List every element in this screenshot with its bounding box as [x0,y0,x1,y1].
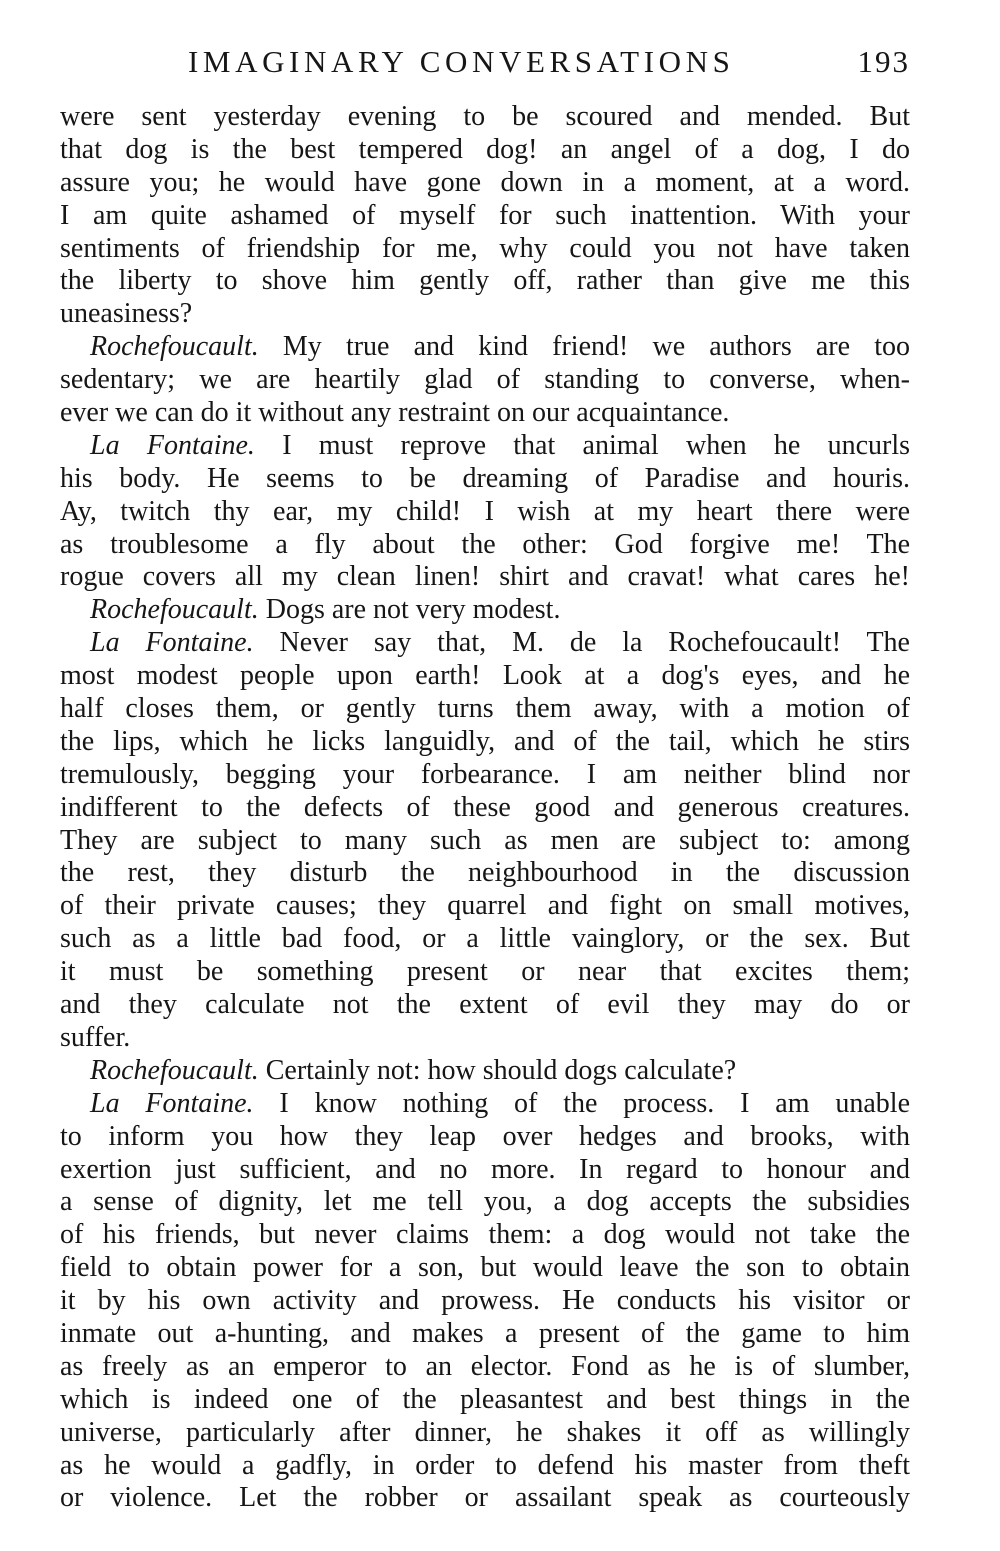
text-line [60,759,910,792]
text-line [60,496,910,529]
line-text: rogue covers all my clean linen! shirt and cravat! what cares he! [60,561,910,593]
text-line [60,857,910,890]
line-text: ever we can do it without any restraint on our acquaintance. [60,397,730,429]
line-text: Never say that, M. de la Rochefoucault! The [253,627,910,659]
text-line [60,825,910,858]
line-text: of their private causes; they quarrel and fight on small motives, [60,890,910,922]
text-line [60,1219,910,1252]
speech-line [60,627,910,660]
line-text: as freely as an emperor to an elector. Fond as he is of slumber, [60,1350,910,1382]
text-line [60,1318,910,1351]
line-text: tremulously, begging your forbearance. I am neither blind nor [60,758,910,790]
line-text: sedentary; we are heartily glad of standing to converse, when- [60,364,910,396]
line-text: a sense of dignity, let me tell you, a dog accepts the subsidies [60,1186,910,1218]
line-text: uneasiness? [60,298,193,330]
line-text: inmate out a-hunting, and makes a present of the game to him [60,1317,910,1349]
text-line [60,364,910,397]
speech-line [60,331,910,364]
text-line [60,397,910,430]
text-line [60,101,910,134]
text-line [60,956,910,989]
line-text: the rest, they disturb the neighbourhood in the discussion [60,857,910,889]
text-line [60,726,910,759]
text-line [60,561,910,594]
text-line [60,1351,910,1384]
text-line [60,1482,910,1515]
speaker-name: La Fontaine. [90,627,254,659]
line-text: I must reprove that animal when he uncurls [254,429,910,461]
line-text: it by his own activity and prowess. He conducts his visitor or [60,1285,910,1317]
text-line [60,890,910,923]
text-line [60,1154,910,1187]
text-line [60,134,910,167]
text-line [60,298,910,331]
line-text: most modest people upon earth! Look at a dog's eyes, and he [60,660,910,692]
text-line [60,660,910,693]
line-text: Ay, twitch thy ear, my child! I wish at my heart there were [60,495,910,527]
line-text: field to obtain power for a son, but would leave the son to obtain [60,1252,910,1284]
line-text: that dog is the best tempered dog! an angel of a dog, I do [60,133,910,165]
line-text: assure you; he would have gone down in a moment, at a word. [60,166,910,198]
line-text: half closes them, or gently turns them away, with a motion of [60,693,910,725]
running-title: IMAGINARY CONVERSATIONS [188,44,735,79]
line-text: or violence. Let the robber or assailant speak as courteously [60,1482,910,1514]
line-text: sentiments of friendship for me, why could you not have taken [60,232,910,264]
speaker-name: La Fontaine. [90,1087,254,1119]
text-line [60,1285,910,1318]
line-text: the liberty to shove him gently off, rather than give me this [60,265,910,297]
line-text: it must be something present or near that excites them; [60,956,910,988]
speaker-name: La Fontaine. [90,429,255,461]
body-text [60,101,910,1515]
text-line [60,1417,910,1450]
line-text: They are subject to many such as men are subject to: among [60,824,910,856]
line-text: to inform you how they leap over hedges and brooks, with [60,1120,910,1152]
line-text: suffer. [60,1021,131,1053]
text-line [60,1252,910,1285]
line-text: Dogs are not very modest. [258,594,561,626]
speaker-name: Rochefoucault. [90,594,259,626]
line-text: the lips, which he licks languidly, and of the tail, which he stirs [60,725,910,757]
line-text: I am quite ashamed of myself for such inattention. With your [60,199,910,231]
speech-line [60,1088,910,1121]
text-line [60,529,910,562]
text-line [60,1022,910,1055]
text-line [60,233,910,266]
line-text: his body. He seems to be dreaming of Paradise and houris. [60,462,910,494]
line-text: My true and kind friend! we authors are too [258,331,910,363]
speaker-name: Rochefoucault. [90,331,259,363]
speech-line [60,430,910,463]
line-text: universe, particularly after dinner, he shakes it off as willingly [60,1416,910,1448]
line-text: I know nothing of the process. I am unable [253,1087,910,1119]
page-number: 193 [857,44,910,79]
text-line [60,1384,910,1417]
speech-line [60,594,910,627]
line-text: indifferent to the defects of these good and generous creatures. [60,791,910,823]
line-text: were sent yesterday evening to be scoured and mended. But [60,101,910,132]
text-line [60,1121,910,1154]
line-text: as troublesome a fly about the other: God forgive me! The [60,528,910,560]
line-text: of his friends, but never claims them: a dog would not take the [60,1219,910,1251]
text-line [60,167,910,200]
line-text: exertion just sufficient, and no more. In regard to honour and [60,1153,910,1185]
line-text: Certainly not: how should dogs calculate? [258,1054,737,1086]
text-line [60,923,910,956]
text-line [60,1186,910,1219]
text-line [60,989,910,1022]
line-text: such as a little bad food, or a little vainglory, or the sex. But [60,923,910,955]
line-text: which is indeed one of the pleasantest and best things in the [60,1383,910,1415]
line-text: as he would a gadfly, in order to defend his master from theft [60,1449,910,1481]
text-line [60,792,910,825]
text-line [60,200,910,233]
text-line [60,693,910,726]
line-text: and they calculate not the extent of evil they may do or [60,989,910,1021]
speech-line [60,1055,910,1088]
speaker-name: Rochefoucault. [90,1054,259,1086]
running-head [60,44,910,84]
text-line [60,463,910,496]
text-line [60,265,910,298]
text-line [60,1450,910,1483]
